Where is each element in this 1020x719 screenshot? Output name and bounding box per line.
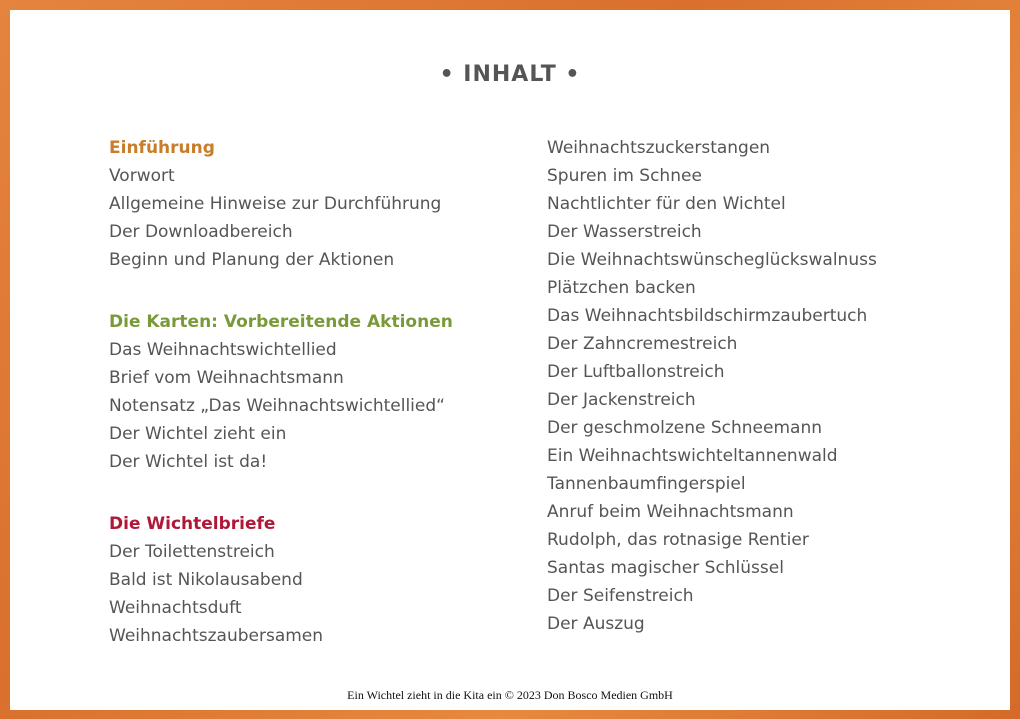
toc-item: Die Weihnachtswünscheglückswalnuss [547,250,877,270]
page [10,10,1010,710]
toc-item: Der Seifenstreich [547,586,694,606]
toc-item: Der Wichtel zieht ein [109,424,287,444]
toc-item: Brief vom Weihnachtsmann [109,368,344,388]
toc-item: Weihnachtszaubersamen [109,626,324,646]
toc-item: Der Downloadbereich [109,222,293,242]
toc-item: Rudolph, das rotnasige Rentier [547,530,809,550]
toc-right-column [547,134,877,638]
toc-item: Der Jackenstreich [547,390,696,410]
toc-item: Weihnachtsduft [109,598,242,618]
toc-item: Allgemeine Hinweise zur Durchführung [109,194,442,214]
toc-left-column [109,134,453,650]
page-title: • INHALT • [439,62,581,87]
toc-item: Tannenbaumfingerspiel [547,474,746,494]
toc-item: Der Zahncremestreich [547,334,738,354]
toc-item: Ein Weihnachtswichteltannenwald [547,446,838,466]
toc-item: Santas magischer Schlüssel [547,558,784,578]
toc-item: Nachtlichter für den Wichtel [547,194,786,214]
toc-item: Weihnachtszuckerstangen [547,138,771,158]
toc-item: Der geschmolzene Schneemann [547,418,823,438]
section-spacer [109,476,453,510]
copyright-footer: Ein Wichtel zieht in die Kita ein © 2023 Don Bosco Medien GmbH [347,688,673,702]
toc-item: Vorwort [109,166,175,186]
toc-item: Spuren im Schnee [547,166,702,186]
section-heading-einfuehrung: Einführung [109,138,215,158]
section-heading-wichtelbriefe: Die Wichtelbriefe [109,514,276,534]
toc-item: Beginn und Planung der Aktionen [109,250,395,270]
toc-item: Bald ist Nikolausabend [109,570,303,590]
toc-item: Der Auszug [547,614,645,634]
toc-item: Der Luftballonstreich [547,362,725,382]
toc-item: Der Wasserstreich [547,222,702,242]
toc-item: Plätzchen backen [547,278,696,298]
toc-item: Das Weihnachtsbildschirmzaubertuch [547,306,868,326]
section-spacer [109,274,453,308]
toc-item: Der Toilettenstreich [109,542,275,562]
toc-item: Der Wichtel ist da! [109,452,268,472]
toc-item: Das Weihnachtswichtellied [109,340,337,360]
toc-item: Anruf beim Weihnachtsmann [547,502,794,522]
section-heading-karten: Die Karten: Vorbereitende Aktionen [109,312,453,332]
toc-item: Notensatz „Das Weihnachtswichtellied“ [109,396,445,416]
